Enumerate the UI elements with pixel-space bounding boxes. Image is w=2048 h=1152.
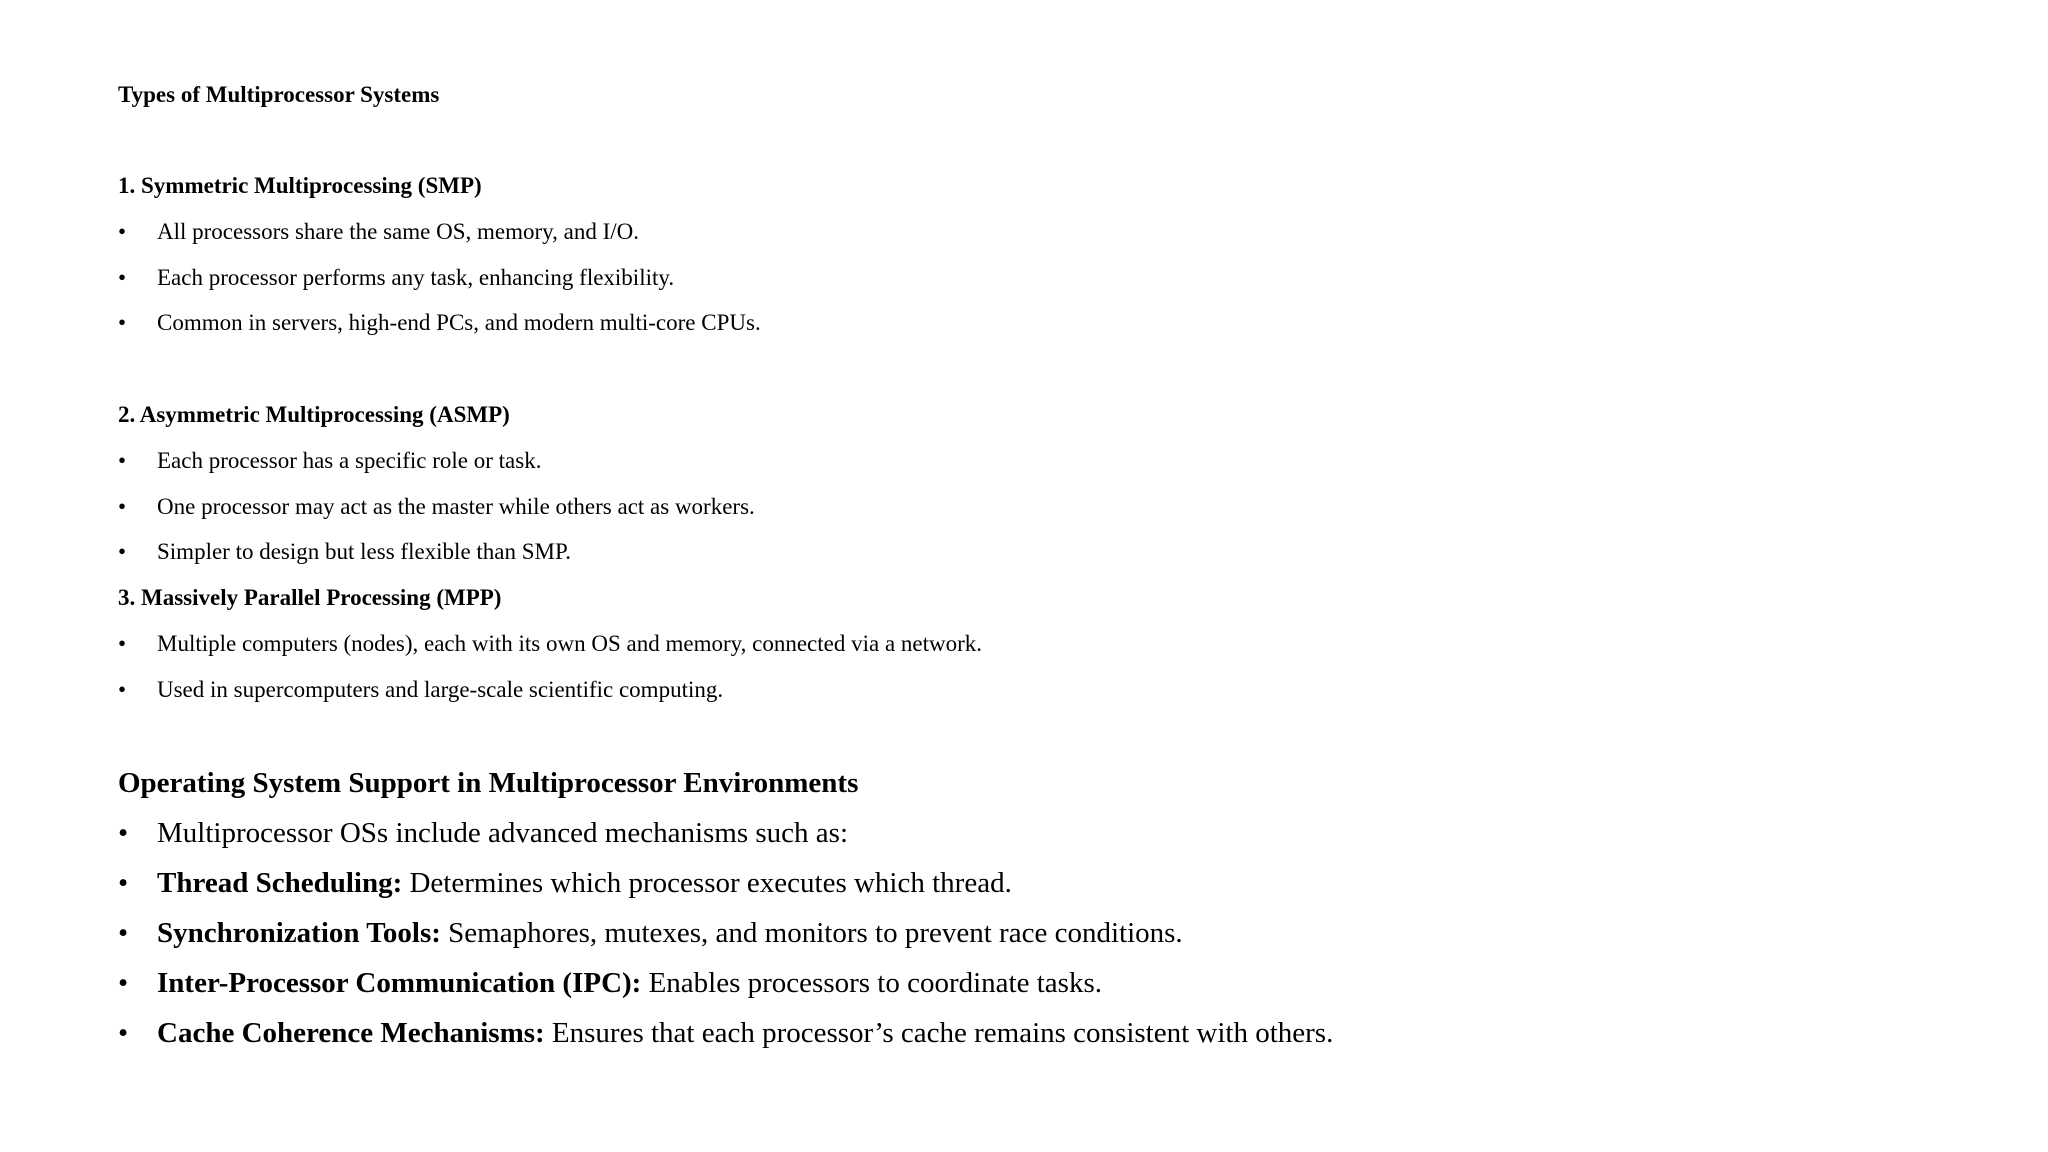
section-heading-asmp: 2. Asymmetric Multiprocessing (ASMP) [118, 402, 510, 427]
list-item-text: Multiprocessor OSs include advanced mechanisms such as: [157, 817, 849, 849]
list-item-text: Multiple computers (nodes), each with its own OS and memory, connected via a network. [157, 631, 983, 656]
list-item-text [157, 969, 1102, 998]
list-item-text: Each processor performs any task, enhancing flexibility. [157, 265, 675, 290]
bullet-icon: • [118, 539, 127, 564]
list-item-text [157, 869, 1012, 898]
list-item-text: All processors share the same OS, memory, and I/O. [157, 219, 640, 244]
bullet-icon: • [118, 448, 127, 473]
term-label: Synchronization Tools: [157, 917, 441, 949]
bullet-icon: • [118, 494, 127, 519]
list-item-text: Used in supercomputers and large-scale scientific computing. [157, 677, 724, 702]
list-item-text: Common in servers, high-end PCs, and modern multi-core CPUs. [157, 310, 761, 335]
bullet-icon: • [118, 631, 127, 656]
term-description: Ensures that each processor’s cache remains consistent with others. [544, 1017, 1334, 1049]
term-description: Semaphores, mutexes, and monitors to prevent race conditions. [440, 917, 1183, 949]
bullet-icon: • [118, 967, 129, 999]
term-description: Enables processors to coordinate tasks. [641, 967, 1102, 999]
term-label: Inter-Processor Communication (IPC): [157, 967, 642, 999]
bullet-icon: • [118, 677, 127, 702]
term-label: Cache Coherence Mechanisms: [157, 1017, 545, 1049]
list-item-text [157, 1019, 1333, 1048]
section-heading-smp: 1. Symmetric Multiprocessing (SMP) [118, 173, 482, 198]
section-heading-mpp: 3. Massively Parallel Processing (MPP) [118, 585, 502, 610]
os-support-heading: Operating System Support in Multiprocessor Environments [118, 767, 859, 799]
bullet-icon: • [118, 265, 127, 290]
list-item-text: One processor may act as the master while others act as workers. [157, 494, 755, 519]
list-item-text [157, 919, 1183, 948]
document-title: Types of Multiprocessor Systems [118, 82, 440, 107]
list-item-text: Each processor has a specific role or task. [157, 448, 542, 473]
term-description: Determines which processor executes which thread. [402, 867, 1012, 899]
bullet-icon: • [118, 1017, 129, 1049]
bullet-icon: • [118, 917, 129, 949]
bullet-icon: • [118, 310, 127, 335]
bullet-icon: • [118, 219, 127, 244]
bullet-icon: • [118, 817, 129, 849]
term-label: Thread Scheduling: [157, 867, 403, 899]
bullet-icon: • [118, 867, 129, 899]
list-item-text: Simpler to design but less flexible than SMP. [157, 539, 571, 564]
